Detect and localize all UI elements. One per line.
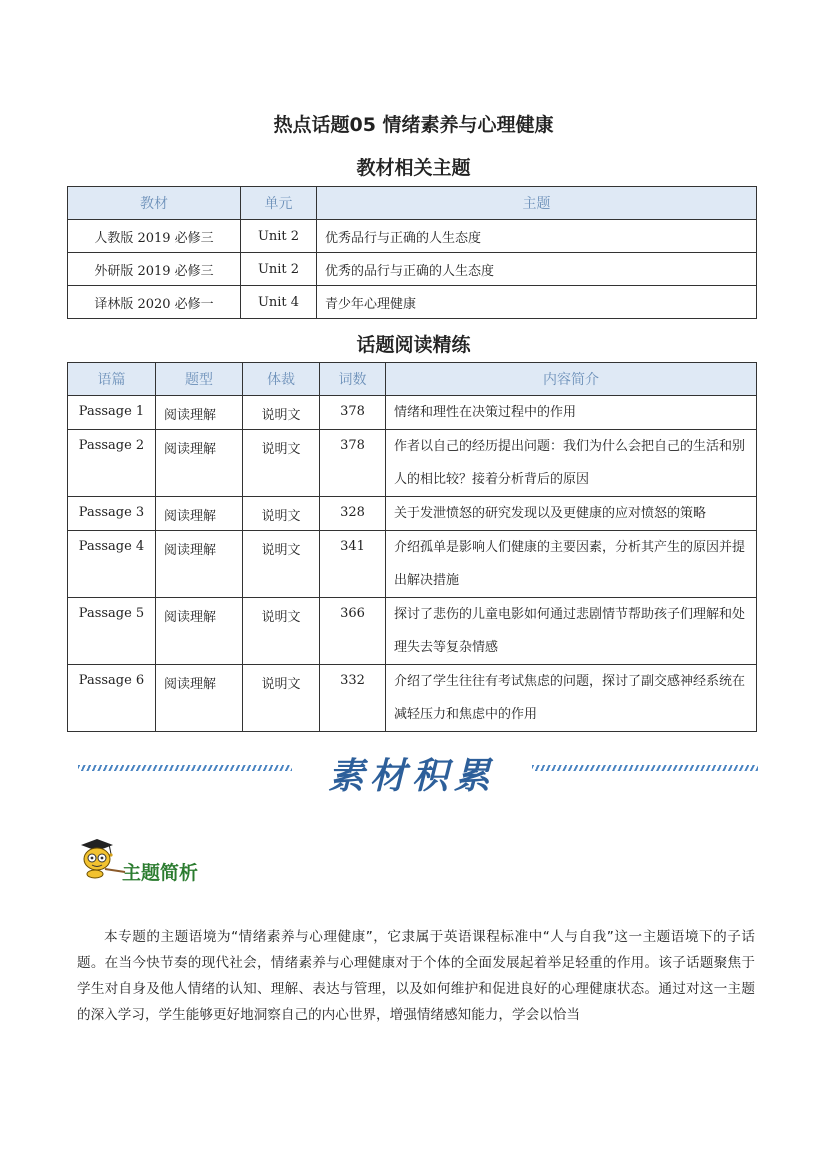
genre-cell: 说明文 — [243, 497, 320, 531]
col-header-passage: 语篇 — [68, 363, 156, 396]
genre-cell: 说明文 — [243, 396, 320, 430]
table-row — [68, 665, 757, 732]
summary-cell: 探讨了悲伤的儿童电影如何通过悲剧情节帮助孩子们理解和处理失去等复杂情感 — [386, 598, 757, 665]
passage-cell: Passage 1 — [68, 396, 156, 430]
table-row — [68, 531, 757, 598]
body-paragraph: 本专题的主题语境为“情绪素养与心理健康”，它隶属于英语课程标准中“人与自我”这一主题语境下的子话题。在当今快节奏的现代社会，情绪素养与心理健康对于个体的全面发展起着举足轻重的作用。该子话题聚焦于学生对自身及他人情绪的认知、理解、表达与管理，以及如何维护和促进良好的心理健康状态。通过对这一主题的深入学习，学生能够更好地洞察自己的内心世界，增强情绪感知能力，学会以恰当 — [77, 929, 755, 1023]
book-cell: 外研版 2019 必修三 — [68, 253, 241, 286]
table-row — [68, 286, 757, 319]
topic-cell: 优秀品行与正确的人生态度 — [317, 220, 757, 253]
words-cell: 366 — [320, 598, 386, 665]
passage-cell: Passage 2 — [68, 430, 156, 497]
passage-cell: Passage 6 — [68, 665, 156, 732]
page-title: 热点话题05 情绪素养与心理健康 — [273, 114, 554, 136]
passage-cell: Passage 4 — [68, 531, 156, 598]
col-header-genre: 体裁 — [243, 363, 320, 396]
banner-right-stripe — [532, 765, 758, 771]
passage-cell: Passage 3 — [68, 497, 156, 531]
type-cell: 阅读理解 — [156, 598, 243, 665]
col-header-words: 词数 — [320, 363, 386, 396]
genre-cell: 说明文 — [243, 430, 320, 497]
type-cell: 阅读理解 — [156, 665, 243, 732]
type-cell: 阅读理解 — [156, 531, 243, 598]
summary-cell: 作者以自己的经历提出问题：我们为什么会把自己的生活和别人的相比较？接着分析背后的原因 — [386, 430, 757, 497]
reading-section-title: 话题阅读精练 — [356, 334, 471, 356]
col-header-unit: 单元 — [241, 187, 317, 220]
passage-cell: Passage 5 — [68, 598, 156, 665]
genre-cell: 说明文 — [243, 665, 320, 732]
col-header-book: 教材 — [68, 187, 241, 220]
textbook-topic-table — [67, 186, 757, 319]
table-row — [68, 220, 757, 253]
section-heading: 主题简析 — [122, 862, 199, 884]
topic-cell: 优秀的品行与正确的人生态度 — [317, 253, 757, 286]
unit-cell: Unit 2 — [241, 220, 317, 253]
type-cell: 阅读理解 — [156, 430, 243, 497]
col-header-type: 题型 — [156, 363, 243, 396]
words-cell: 332 — [320, 665, 386, 732]
genre-cell: 说明文 — [243, 598, 320, 665]
genre-cell: 说明文 — [243, 531, 320, 598]
banner-left-stripe — [78, 765, 292, 771]
col-header-topic: 主题 — [317, 187, 757, 220]
type-cell: 阅读理解 — [156, 396, 243, 430]
table-row — [68, 430, 757, 497]
summary-cell: 介绍孤单是影响人们健康的主要因素，分析其产生的原因并提出解决措施 — [386, 531, 757, 598]
material-banner: 素材积累 — [327, 755, 496, 797]
summary-cell: 情绪和理性在决策过程中的作用 — [386, 396, 757, 430]
words-cell: 378 — [320, 396, 386, 430]
words-cell: 328 — [320, 497, 386, 531]
summary-cell: 介绍了学生往往有考试焦虑的问题，探讨了副交感神经系统在减轻压力和焦虑中的作用 — [386, 665, 757, 732]
table-row — [68, 253, 757, 286]
topic-cell: 青少年心理健康 — [317, 286, 757, 319]
textbook-section-title: 教材相关主题 — [356, 157, 471, 179]
words-cell: 341 — [320, 531, 386, 598]
table-row — [68, 497, 757, 531]
col-header-summary: 内容简介 — [386, 363, 757, 396]
words-cell: 378 — [320, 430, 386, 497]
reading-practice-table — [67, 362, 757, 732]
type-cell: 阅读理解 — [156, 497, 243, 531]
book-cell: 译林版 2020 必修一 — [68, 286, 241, 319]
graduate-mascot-icon — [75, 836, 127, 880]
summary-cell: 关于发泄愤怒的研究发现以及更健康的应对愤怒的策略 — [386, 497, 757, 531]
table-row — [68, 598, 757, 665]
book-cell: 人教版 2019 必修三 — [68, 220, 241, 253]
table-row — [68, 396, 757, 430]
unit-cell: Unit 4 — [241, 286, 317, 319]
unit-cell: Unit 2 — [241, 253, 317, 286]
